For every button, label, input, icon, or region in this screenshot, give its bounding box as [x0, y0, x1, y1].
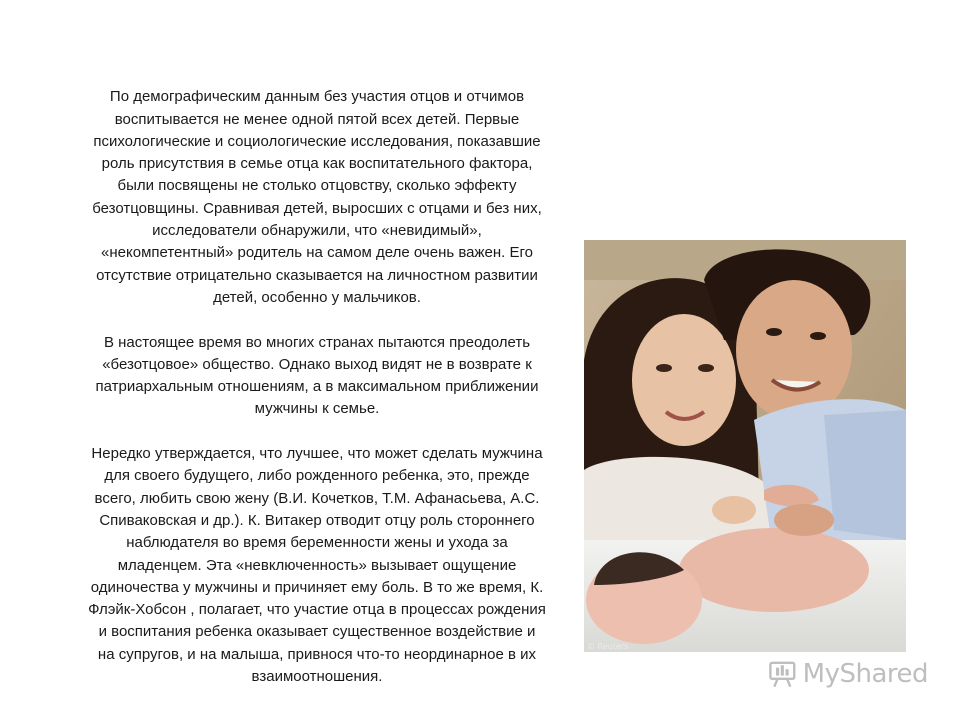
watermark — [768, 654, 928, 694]
family-photo-illustration — [584, 240, 906, 652]
presentation-icon — [768, 656, 797, 692]
paragraph-3: Нередко утверждается, что лучшее, что может сделать мужчина для своего будущего, либо рожденного ребенка, это, прежде всего, любить свою жену (В.И. Кочетков, Т.М. Афанасьева, А.С. Спиваковская и др.). К. Витакер отводит отцу роль стороннего наблюдателя во время беременности жены и ухода за младенцем. Эта «невключенность» вызывает ощущение одиночества у мужчины и причиняет ему боль. В то же время, К. Флэйк-Хобсон , полагает, что участие отца в процессах рождения и воспитания ребенка оказывает существенное воздействие и на супругов, и на малыша, привнося что-то неординарное в их взаимоотношения. — [88, 445, 546, 686]
family-photo — [584, 240, 906, 652]
main-text — [52, 64, 582, 711]
paragraph-2: В настоящее время во многих странах пытаются преодолеть «безотцовое» общество. Однако выход видят не в возврате к патриархальным отношениям, а в максимальном приближении мужчины к семье. — [95, 333, 539, 418]
photo-credit: © Reuters — [587, 642, 629, 651]
paragraph-1: По демографическим данным без участия отцов и отчимов воспитывается не менее одной пятой всех детей. Первые психологические и социологические исследования, показавшие роль присутствия в семье отца как воспитательного фактора, были посвящены не столько отцовству, сколько эффекту безотцовщины. Сравнивая детей, выросших с отцами и без них, исследователи обнаружили, что «невидимый», «некомпетентный» родитель на самом деле очень важен. Его отсутствие отрицательно сказывается на личностном развитии детей, особенно у мальчиков. — [92, 88, 542, 306]
watermark-text: MyShared — [802, 659, 928, 689]
